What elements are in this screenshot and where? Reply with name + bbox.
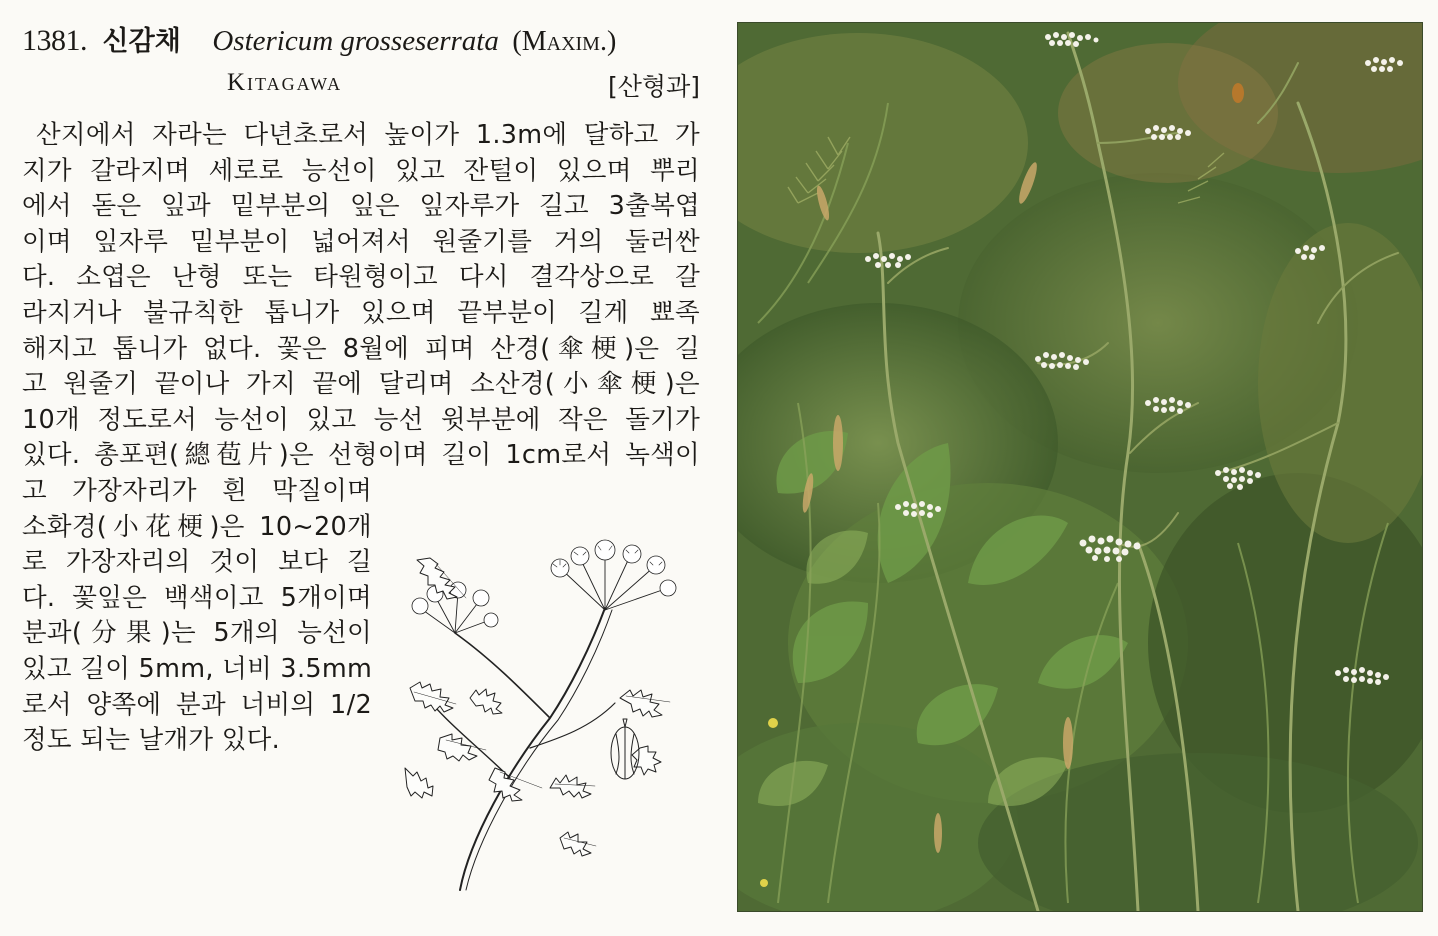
- description-line: 있고 길이 5mm, 너비 3.5mm: [22, 653, 373, 684]
- description-line: 10개 정도로서 능선이 있고 능선 윗부분에 작은 돌기가: [22, 404, 700, 435]
- scientific-name: Ostericum grosseserrata: [212, 25, 499, 57]
- description-line: 로 가장자리의 것이 보다 길: [22, 547, 372, 578]
- author-name: Kitagawa: [227, 69, 343, 96]
- description-line: 고 가장자리가 흰 막질이며: [22, 475, 372, 506]
- description-line: 소화경(小花梗)은 10~20개: [22, 511, 372, 542]
- author-abbreviation: (Maxim.): [512, 26, 617, 57]
- plant-photograph-icon: [737, 22, 1423, 912]
- description-line: 로서 양쪽에 분과 너비의 1/2: [22, 689, 372, 720]
- entry-heading: [22, 24, 702, 107]
- description-line: 이며 잎자루 밑부분이 넓어져서 원줄기를 거의 둘러싼: [22, 226, 700, 257]
- description-line: 다. 꽃잎은 백색이고 5개이며: [22, 582, 372, 613]
- heading-line-1: [22, 24, 702, 59]
- entry-number: 1381.: [22, 24, 87, 57]
- description-line: 고 원줄기 끝이나 가지 끝에 달리며 소산경(小傘梗)은: [22, 369, 700, 400]
- botanical-line-drawing-icon: [400, 538, 700, 908]
- description-line: 산지에서 자라는 다년초로서 높이가 1.3m에 달하고 가: [36, 120, 700, 150]
- description-line: 지가 갈라지며 세로로 능선이 있고 잔털이 있으며 뿌리: [22, 155, 700, 186]
- description-line: 있다. 총포편(總苞片)은 선형이며 길이 1cm로서 녹색이: [22, 440, 700, 471]
- korean-name: 신감채: [102, 26, 181, 57]
- description-line: 다. 소엽은 난형 또는 타원형이고 다시 결각상으로 갈: [22, 262, 700, 293]
- description-line: 정도 되는 날개가 있다.: [22, 725, 281, 756]
- heading-line-2: [22, 67, 702, 107]
- description-line: 라지거나 불규칙한 톱니가 있으며 끝부분이 길게 뾰족: [22, 297, 700, 328]
- description-line: 에서 돋은 잎과 밑부분의 잎은 잎자루가 길고 3출복엽: [22, 191, 700, 222]
- family-name: [산형과]: [608, 72, 700, 101]
- description-line: 해지고 톱니가 없다. 꽃은 8월에 피며 산경(傘梗)은 길: [22, 333, 700, 364]
- description-line: 분과(分果)는 5개의 능선이: [22, 618, 372, 649]
